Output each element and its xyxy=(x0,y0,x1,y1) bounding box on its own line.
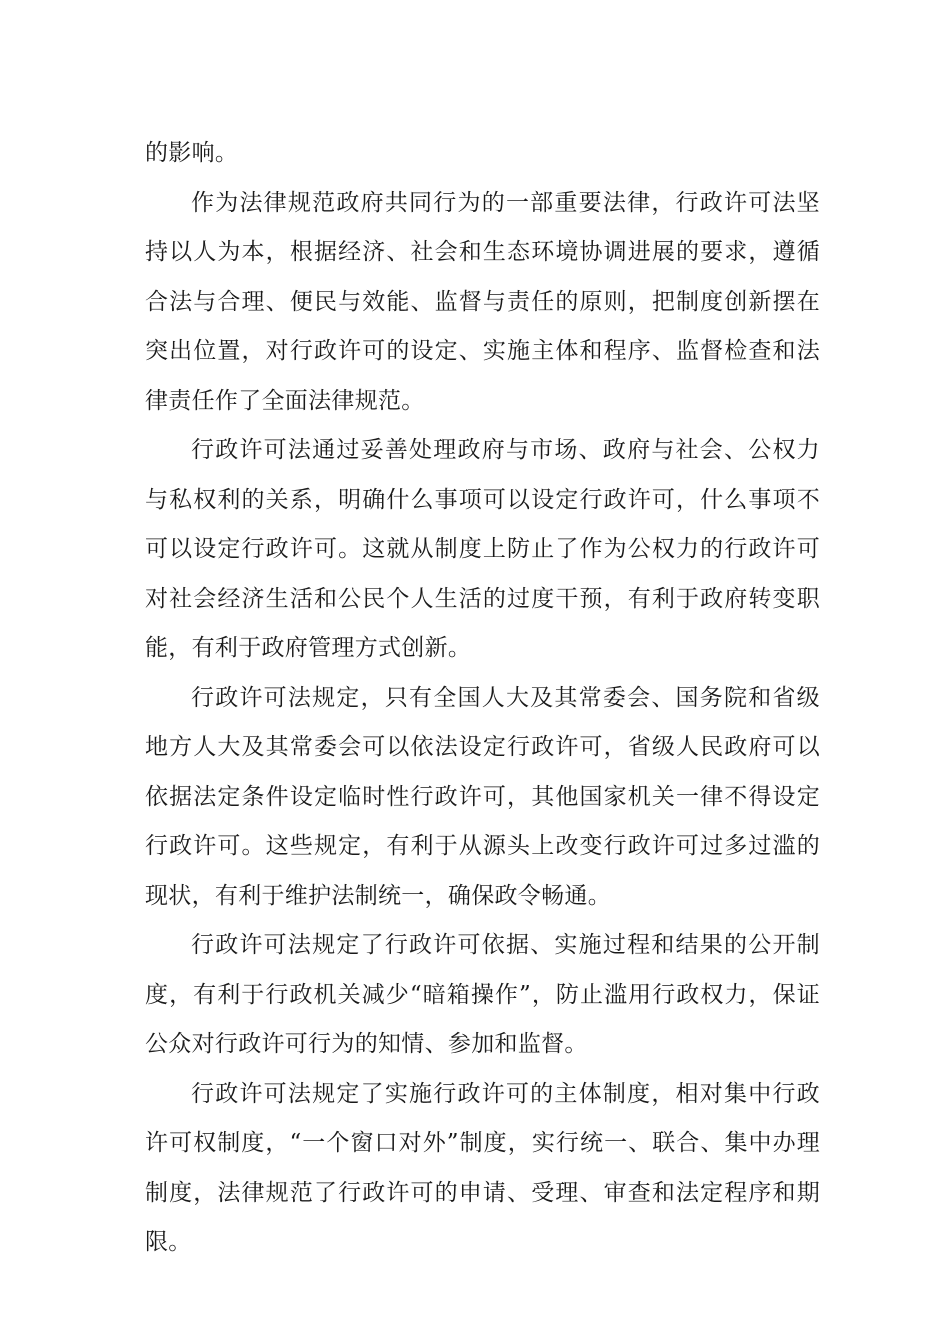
paragraph-4: 行政许可法规定，只有全国人大及其常委会、国务院和省级地方人大及其常委会可以依法设定行政许可，省级人民政府可以依据法定条件设定临时性行政许可，其他国家机关一律不得设定行政许可。这些规定，有利于从源头上改变行政许可过多过滥的现状，有利于维护法制统一，确保政令畅通。 xyxy=(145,684,820,909)
paragraph-1: 的影响。 xyxy=(145,140,239,166)
paragraph-3: 行政许可法通过妥善处理政府与市场、政府与社会、公权力与私权利的关系，明确什么事项可以设定行政许可，什么事项不可以设定行政许可。这就从制度上防止了作为公权力的行政许可对社会经济生活和公民个人生活的过度干预，有利于政府转变职能，有利于政府管理方式创新。 xyxy=(145,437,820,661)
paragraph-6: 行政许可法规定了实施行政许可的主体制度，相对集中行政许可权制度，“一个窗口对外”制度，实行统一、联合、集中办理制度，法律规范了行政许可的申请、受理、审查和法定程序和期限。 xyxy=(145,1080,820,1255)
document-body xyxy=(145,129,820,1268)
paragraph-2: 作为法律规范政府共同行为的一部重要法律，行政许可法坚持以人为本，根据经济、社会和生态环境协调进展的要求，遵循合法与合理、便民与效能、监督与责任的原则，把制度创新摆在突出位置，对行政许可的设定、实施主体和程序、监督检查和法律责任作了全面法律规范。 xyxy=(145,189,820,414)
paragraph-5: 行政许可法规定了行政许可依据、实施过程和结果的公开制度，有利于行政机关减少“暗箱操作”，防止滥用行政权力，保证公众对行政许可行为的知情、参加和监督。 xyxy=(145,932,820,1057)
